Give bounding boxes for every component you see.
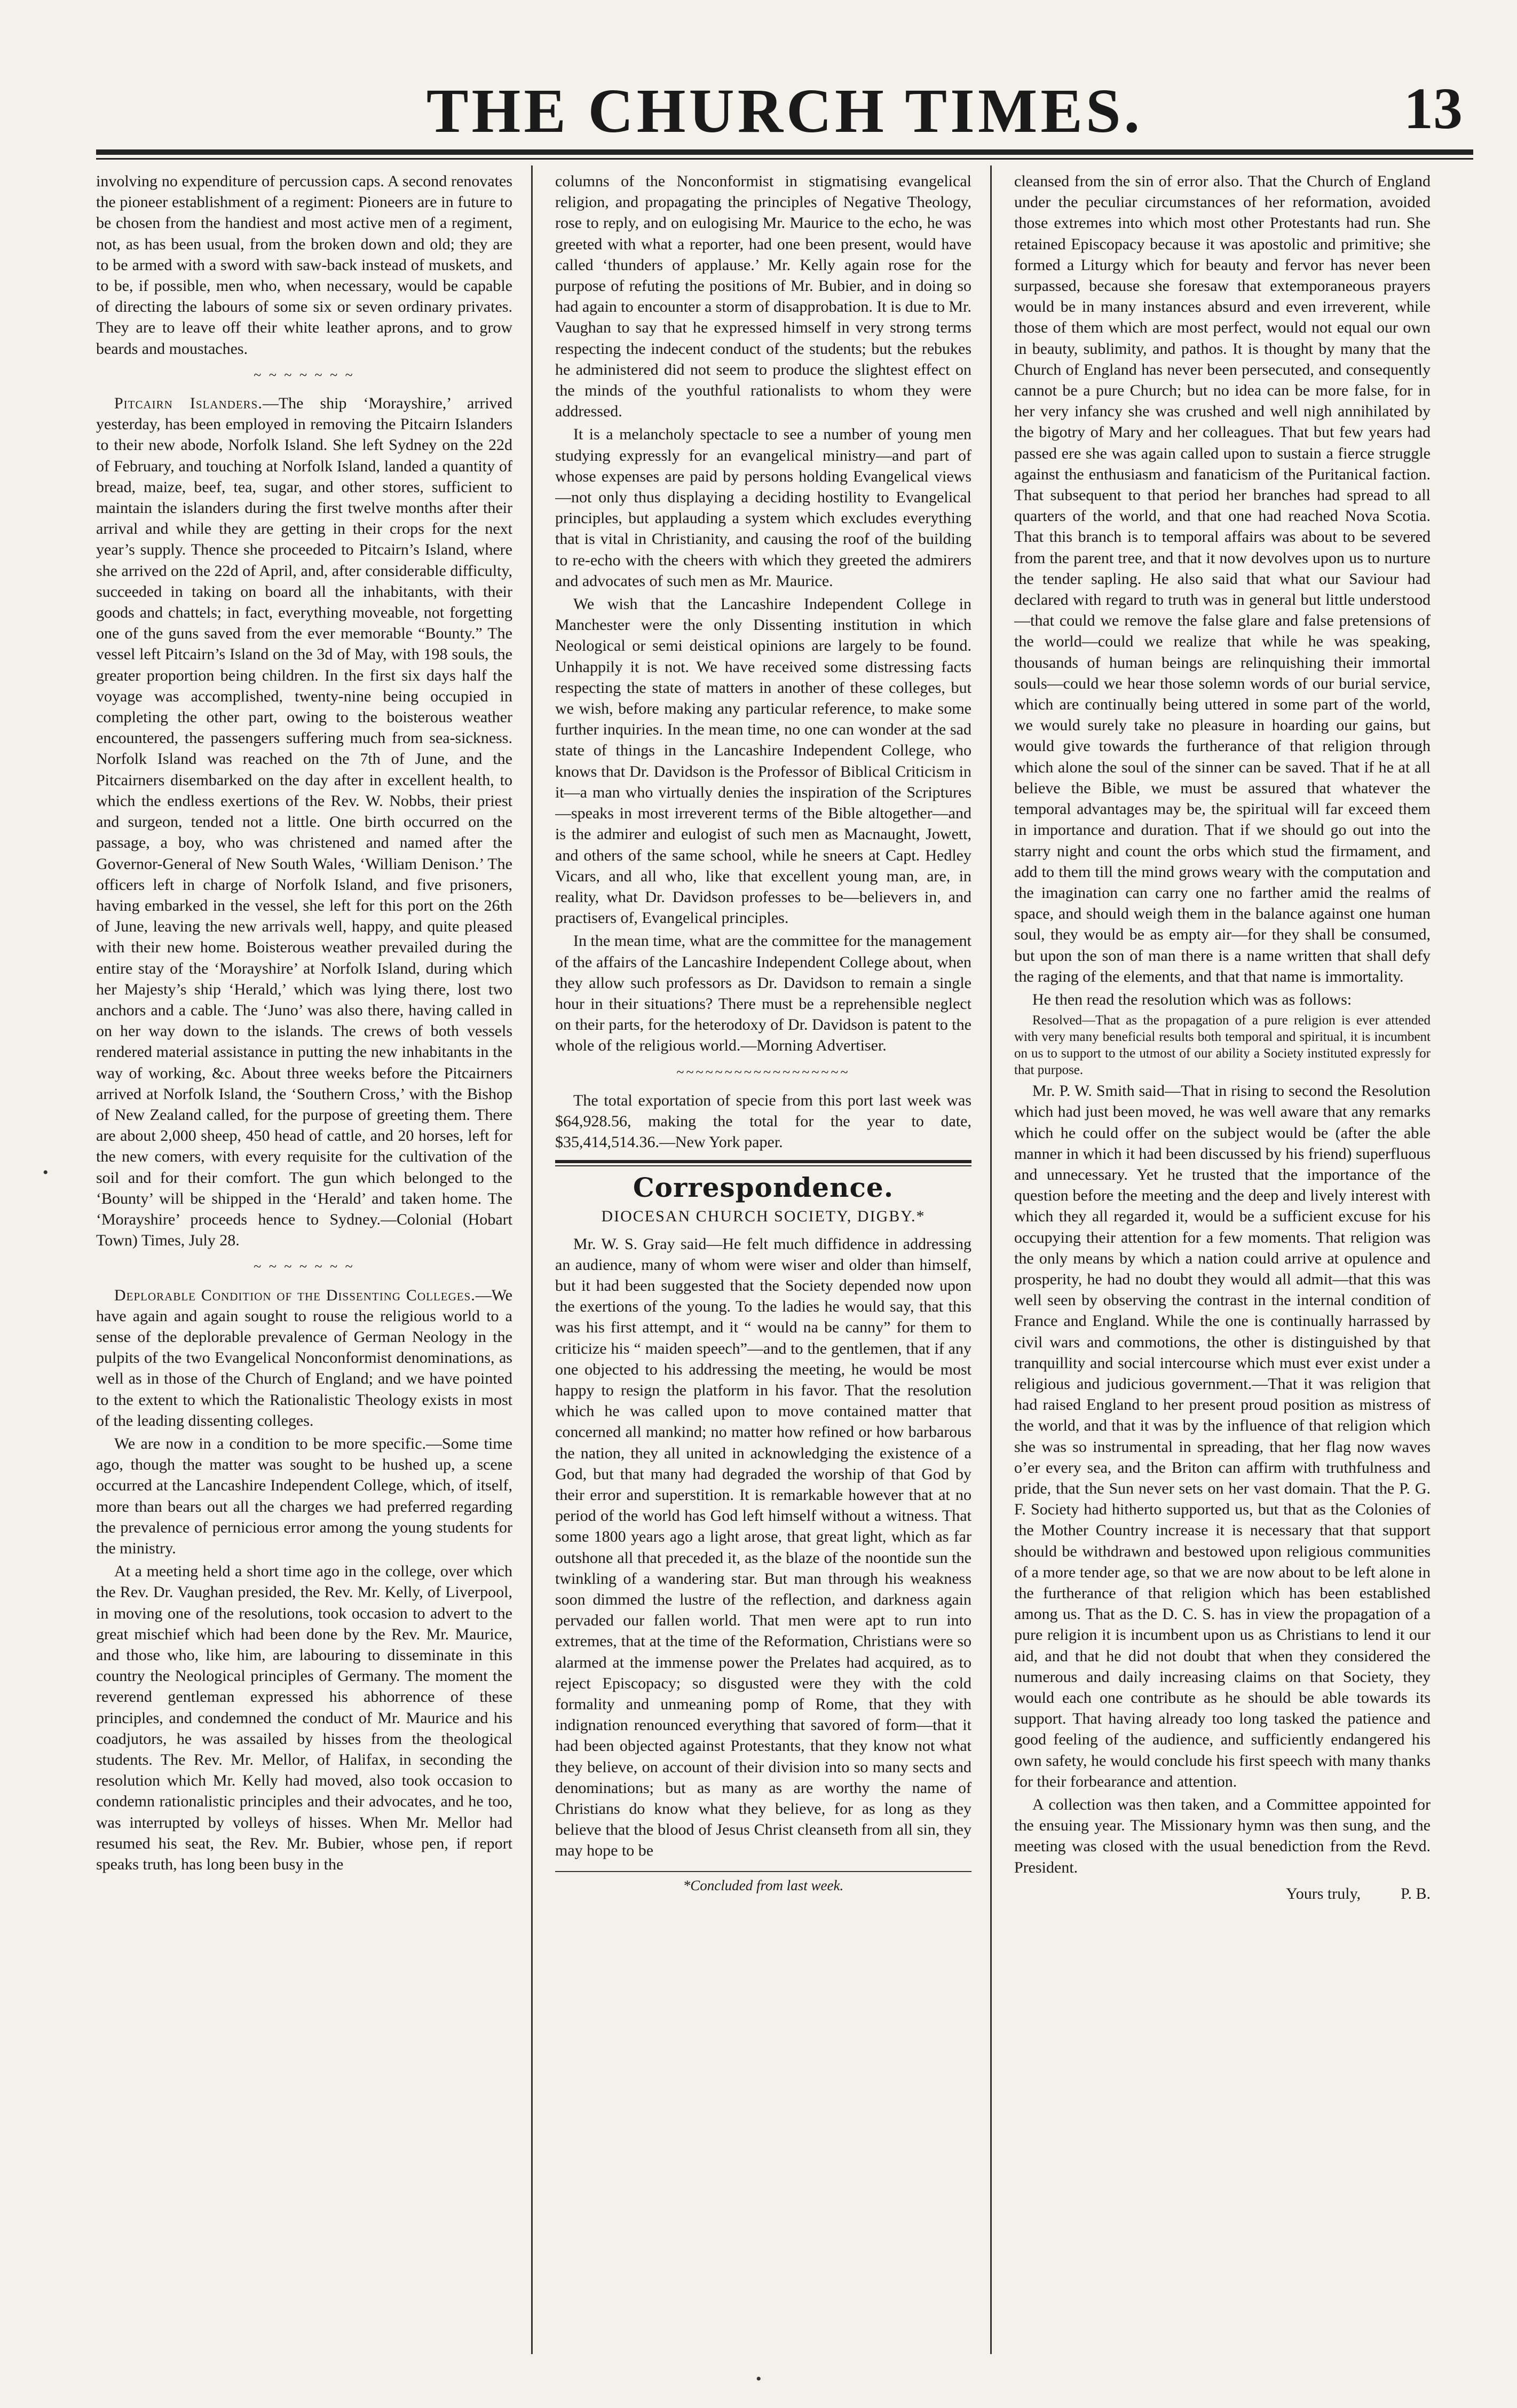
- column-divider: [531, 165, 533, 2354]
- page-number: 13: [1404, 76, 1463, 141]
- separator-ornament: ~ ~ ~ ~ ~ ~ ~: [254, 1259, 355, 1275]
- column-middle: [555, 171, 971, 2354]
- article-continuation: columns of the Nonconformist in stigmatising evangelical religion, and propagating the principles of Negative Theology, rose to reply, and on eulogising Mr. Maurice to the echo, he was greeted with what a reporter, had one been present, would have called ‘thunders of applause.’ Mr. Kelly again rose for the purpose of refuting the positions of Mr. Bubier, and in doing so had again to encounter a storm of disapprobation. It is due to Mr. Vaughan to say that he expressed himself in very strong terms respecting the indecent conduct of the students; but the rebukes he administered did not seem to produce the slightest effect on the minds of the youthful rationalists to whom they were addressed.: [555, 172, 971, 421]
- separator-ornament: ~ ~ ~ ~ ~ ~ ~: [254, 367, 355, 383]
- newspaper-title: THE CHURCH TIMES.: [426, 76, 1143, 146]
- article-body: —We have again and again sought to rouse the religious world to a sense of the deplorable prevalence of German Neology in the pulpits of the two Evangelical Nonconformist denominations, as well as in those of the Church of England; and we have pointed to the extent to which the Rationalistic Theology exists in most of the leading dissenting colleges.: [96, 1286, 512, 1430]
- column-right: [1014, 171, 1431, 2354]
- resolution-text: Resolved—That as the propagation of a pure religion is ever attended with very many beneficial results both temporal and spiritual, it is incumbent on us to support to the utmost of our ability a Society instituted expressly for that purpose.: [1014, 1013, 1431, 1078]
- article-paragraph: In the mean time, what are the committee for the management of the affairs of the Lancashire Independent College about, when they allow such professors as Dr. Davidson to remain a single hour in their situations? There must be a reprehensible neglect on their parts, for the heterodoxy of Dr. Davidson is patent to the whole of the religious world.—Morning Advertiser.: [555, 932, 971, 1055]
- article-specie: The total exportation of specie from this port last week was $64,928.56, making the total for the year to date, $35,414,514.36.—New York paper.: [555, 1091, 971, 1151]
- separator-ornament: ~~~~~~~~~~~~~~~~~~: [676, 1064, 850, 1080]
- column-divider: [990, 165, 992, 2354]
- section-heading: Correspondence.: [633, 1172, 894, 1204]
- article-lead: Pitcairn Islanders.: [114, 394, 263, 413]
- article-body: —The ship ‘Morayshire,’ arrived yesterday, has been employed in removing the Pitcairn Islanders to their new abode, Norfolk Island. She left Sydney on the 22d of February, and touching at Norfolk Island, landed a quantity of bread, maize, beef, tea, sugar, and other stores, sufficient to maintain the islanders during the first twelve months after their arrival and while they are getting in their crops for the next year’s supply. Thence she proceeded to Pitcairn’s Island, where she arrived on the 22d of April, and, after considerable difficulty, succeeded in taking on board all the inhabitants, with their goods and chattels; in fact, everything moveable, not forgetting one of the guns saved from the ever memorable “Bounty.” The vessel left Pitcairn’s Island on the 3d of May, with 198 souls, the greater proportion being children. In the first six days half the voyage was accomplished, twenty-nine being occupied in completing the other part, owing to the boisterous weather encountered, the passengers suffering much from sea-sickness. Norfolk Island was reached on the 7th of June, and the Pitcairners disembarked on the day after in excellent health, to which the endless exertions of the Rev. W. Nobbs, their priest and surgeon, tended not a little. One birth occurred on the passage, a boy, who was christened and named after the Governor-General of New South Wales, ‘William Denison.’ The officers left in charge of Norfolk Island, and five prisoners, having embarked in the vessel, she left for this port on the 26th of June, leaving the new arrivals well, happy, and quite pleased with their new home. Boisterous weather prevailed during the entire stay of the ‘Morayshire’ at Norfolk Island, during which her Majesty’s ship ‘Herald,’ which was lying there, lost two anchors and a cable. The ‘Juno’ was also there, having called in on her way down to the islands. The crews of both vessels rendered material assistance in putting the new inhabitants in the way of working, &c. About three weeks before the Pitcairners arrived at Norfolk Island, the ‘Southern Cross,’ with the Bishop of New Zealand called, for the purpose of greeting them. There are about 2,000 sheep, 450 head of cattle, and 20 horses, left for the new comers, with every requisite for the cultivation of the soil and for their comfort. The gun which belonged to the ‘Bounty’ will be shipped in the ‘Herald’ and taken home. The ‘Morayshire’ proceeds hence to Sydney.—Colonial (Hobart Town) Times, July 28.: [96, 394, 512, 1250]
- signature-initials: P. B.: [1401, 1884, 1431, 1902]
- signature-closing: Yours truly,: [1286, 1884, 1361, 1902]
- article-paragraph: At a meeting held a short time ago in the college, over which the Rev. Dr. Vaughan presided, the Rev. Mr. Kelly, of Liverpool, in moving one of the resolutions, took occasion to advert to the great mischief which had been done by the Rev. Mr. Maurice, and those who, like him, are labouring to disseminate in this country the Neological principles of Germany. The moment the reverend gentleman expressed his abhorrence of these principles, and condemned the conduct of Mr. Maurice and his coadjutors, he was assailed by hisses from the theological students. The Rev. Mr. Mellor, of Halifax, in seconding the resolution which Mr. Kelly had moved, also took occasion to condemn rationalistic principles and their advocates, and he too, was interrupted by volleys of hisses. When Mr. Mellor had resumed his seat, the Rev. Mr. Bubier, whose pen, if report speaks truth, has long been busy in the: [96, 1562, 512, 1874]
- article-paragraph: It is a melancholy spectacle to see a number of young men studying expressly for an evangelical ministry—and part of whose expenses are paid by persons holding Evangelical views—not only thus displaying a deciding hostility to Evangelical principles, but applauding a system which excludes everything that is vital in Christianity, and causing the roof of the building to re-echo with the cheers with which they greeted the admirers and advocates of such men as Mr. Maurice.: [555, 425, 971, 590]
- article-lead: Deplorable Condition of the Dissenting Colleges.: [114, 1286, 476, 1304]
- footnote: *Concluded from last week.: [555, 1871, 971, 1896]
- margin-mark: •: [756, 2370, 762, 2388]
- masthead: [96, 69, 1473, 149]
- article-paragraph: Mr. P. W. Smith said—That in rising to second the Resolution which had just been moved, he was well aware that any remarks which he could offer on the subject would be (after the able manner in which it had been discussed by his friend) superfluous and unnecessary. Yet he trusted that the importance of the question before the meeting and the deep and lively interest with which they all regarded it, would be a sufficient excuse for his occupying their attention for a few moments. That religion was the only means by which a nation could arrive at opulence and prosperity, he had no doubt they would all admit—that this was well seen by observing the contrast in the internal condition of France and England. While the one is continually harrassed by civil wars and commotions, the other is distinguished by that tranquillity and social intercourse which must ever exist under a religious and judicious government.—That it was religion that had raised England to her present proud position as mistress of the world, and that it was by the influence of that religion which she was so instrumental in spreading, that her flag now waves o’er every sea, and the Briton can affirm with truthfulness and pride, that the Sun never sets on her vast domain. That the P. G. F. Society had hitherto supported us, but that as the Colonies of the Mother Country increase it is necessary that that support should be withdrawn and bestowed upon religious communities of a more tender age, so that we are now about to be left alone in the furtherance of that religion which has been established among us. That as the D. C. S. has in view the propagation of a pure religion it is incumbent upon us as Christians to lend it our aid, and that he did not doubt that when they considered the numerous and daily increasing claims on that Society, they would each one contribute as he should be able towards its support. That having already too long tasked the patience and good feeling of the audience, and sufficiently endangered his own safety, he would conclude his first speech with many thanks for their forbearance and attention.: [1014, 1082, 1431, 1790]
- article-dissenting-colleges: [96, 1285, 512, 1431]
- masthead-rule-thick: [96, 149, 1473, 155]
- article-paragraph: We are now in a condition to be more specific.—Some time ago, though the matter was sought to be hushed up, a scene occurred at the Lancashire Independent College, which, of itself, more than bears out all the charges we had preferred regarding the prevalence of pernicious error among the young students for the ministry.: [96, 1434, 512, 1557]
- article-paragraph: Mr. W. S. Gray said—He felt much diffidence in addressing an audience, many of whom were wiser and older than himself, but it had been suggested that the Society depended now upon the exertions of the young. To the ladies he would say, that this was his first attempt, and it “ would na be canny” for them to criticize his “ maiden speech”—and to the gentlemen, that if any one objected to his addressing the meeting, he would be most happy to resign the platform in his favor. That the resolution which he was called upon to move contained matter that concerned all mankind; no matter how refined or how barbarous the nation, they all united in acknowledging the existence of a God, but that many had degraded the worship of that God by their error and superstition. It is remarkable however that at no period of the world has God left himself without a witness. That some 1800 years ago a light arose, that great light, which as far outshone all that preceded it, as the blaze of the noontide sun the twinkling of a wandering star. But man through his weakness soon dimmed the lustre of the reflection, and darkness again pervaded our fallen world. That men were apt to run into extremes, that at the time of the Reformation, Christians were so alarmed at the immense power the Prelates had acquired, as to reject Episcopacy; so disgusted were they with the cold formality and unmeaning pomp of Rome, that they with indignation renounced everything that savored of form—that it had been objected against Protestants, that they know not what they believe, on account of their division into so many sects and denominations; but as many as are worthy the name of Christians do know what they believe, for as long as they believe that the blood of Jesus Christ cleanseth from all sin, they may hope to be: [555, 1235, 971, 1860]
- article-paragraph: We wish that the Lancashire Independent College in Manchester were the only Dissenting institution in which Neological or semi deistical opinions are largely to be found. Unhappily it is not. We have received some distressing facts respecting the state of matters in another of these colleges, but we wish, before making any particular reference, to make some further inquiries. In the mean time, no one can wonder at the sad state of things in the Lancashire Independent College, who knows that Dr. Davidson is the Professor of Biblical Criticism in it—a man who virtually denies the inspiration of the Scriptures—speaks in most irreverent terms of the Bible altogether—and is the admirer and eulogist of such men as Macnaught, Jowett, and others of the same school, while he sneers at Capt. Hedley Vicars, and all who, like that excellent young man, are, in reality, what Dr. Davidson professes to be—believers in, and practisers of, Evangelical principles.: [555, 595, 971, 927]
- article-paragraph: A collection was then taken, and a Committee appointed for the ensuing year. The Missionary hymn was then sung, and the meeting was closed with the usual benediction from the Revd. President.: [1014, 1796, 1431, 1876]
- signature: [1014, 1883, 1431, 1904]
- article-continuation: involving no expenditure of percussion caps. A second renovates the pioneer establishment of a regiment: Pioneers are in future to be chosen from the handiest and most active men of a regiment, not, as has been usual, from the broken down and old; they are to be armed with a sword with saw-back instead of muskets, and to be, if possible, men who, when necessary, would be capable of directing the labours of some six or seven ordinary privates. They are to leave off their white leather aprons, and to grow beards and moustaches.: [96, 172, 512, 358]
- section-rule-thin: [555, 1165, 971, 1166]
- article-continuation: cleansed from the sin of error also. That the Church of England under the peculiar circumstances of her reformation, avoided those extremes into which most other Protestants had run. She retained Episcopacy because it was apostolic and primitive; she formed a Liturgy which for beauty and fervor has never been surpassed, because she foresaw that extemporaneous prayers would be in many instances absurd and even irreverent, while those of them which are most perfect, would not equal our own in beauty, sublimity, and pathos. It is thought by many that the Church of England has never been persecuted, and consequently cannot be a pure Church; but no idea can be more false, for in her very infancy she was crushed and well nigh annihilated by the bigotry of Mary and her colleagues. That but few years had passed ere she was again called upon to sustain a fierce struggle against the enthusiasm and fanaticism of the Puritanical faction. That subsequent to that period her branches had spread to all quarters of the world, and that one had reached Nova Scotia. That this branch is to temporal affairs was about to be severed from the parent tree, and that it now devolves upon us to nurture the tender sapling. He also said that what our Saviour had declared with regard to truth was in general but little understood—that could we remove the false glare and false pretensions of the world—could we realize that while he was speaking, thousands of human beings are relinquishing their immortal souls—could we hear those solemn words of our burial service, which are continually being uttered in some part of the world, we would surely take no pleasure in hoarding our gains, but would give towards the furtherance of that religion through which alone the soul of the sinner can be saved. That if he at all believe the Bible, we must be assured that whatever the temporal advantages may be, the spiritual will far exceed them in importance and duration. That if we should go out into the starry night and count the orbs which stud the firmament, and add to them till the mind grows weary with the computation and the imagination can carry one no farther amid the realms of space, and should weigh them in the balance against one human soul, they would be as empty air—for they shall be consumed, but upon the son of man there is a name written that shall defy the raging of the elements, and that that name is immortality.: [1014, 172, 1431, 985]
- masthead-rule-thin: [96, 158, 1473, 160]
- section-rule-thick: [555, 1160, 971, 1163]
- margin-mark: •: [43, 1164, 49, 1181]
- subsection-heading: DIOCESAN CHURCH SOCIETY, DIGBY.*: [601, 1207, 926, 1226]
- article-pitcairn: [96, 393, 512, 1251]
- column-left: [96, 171, 512, 2354]
- article-paragraph: He then read the resolution which was as follows:: [1032, 990, 1352, 1008]
